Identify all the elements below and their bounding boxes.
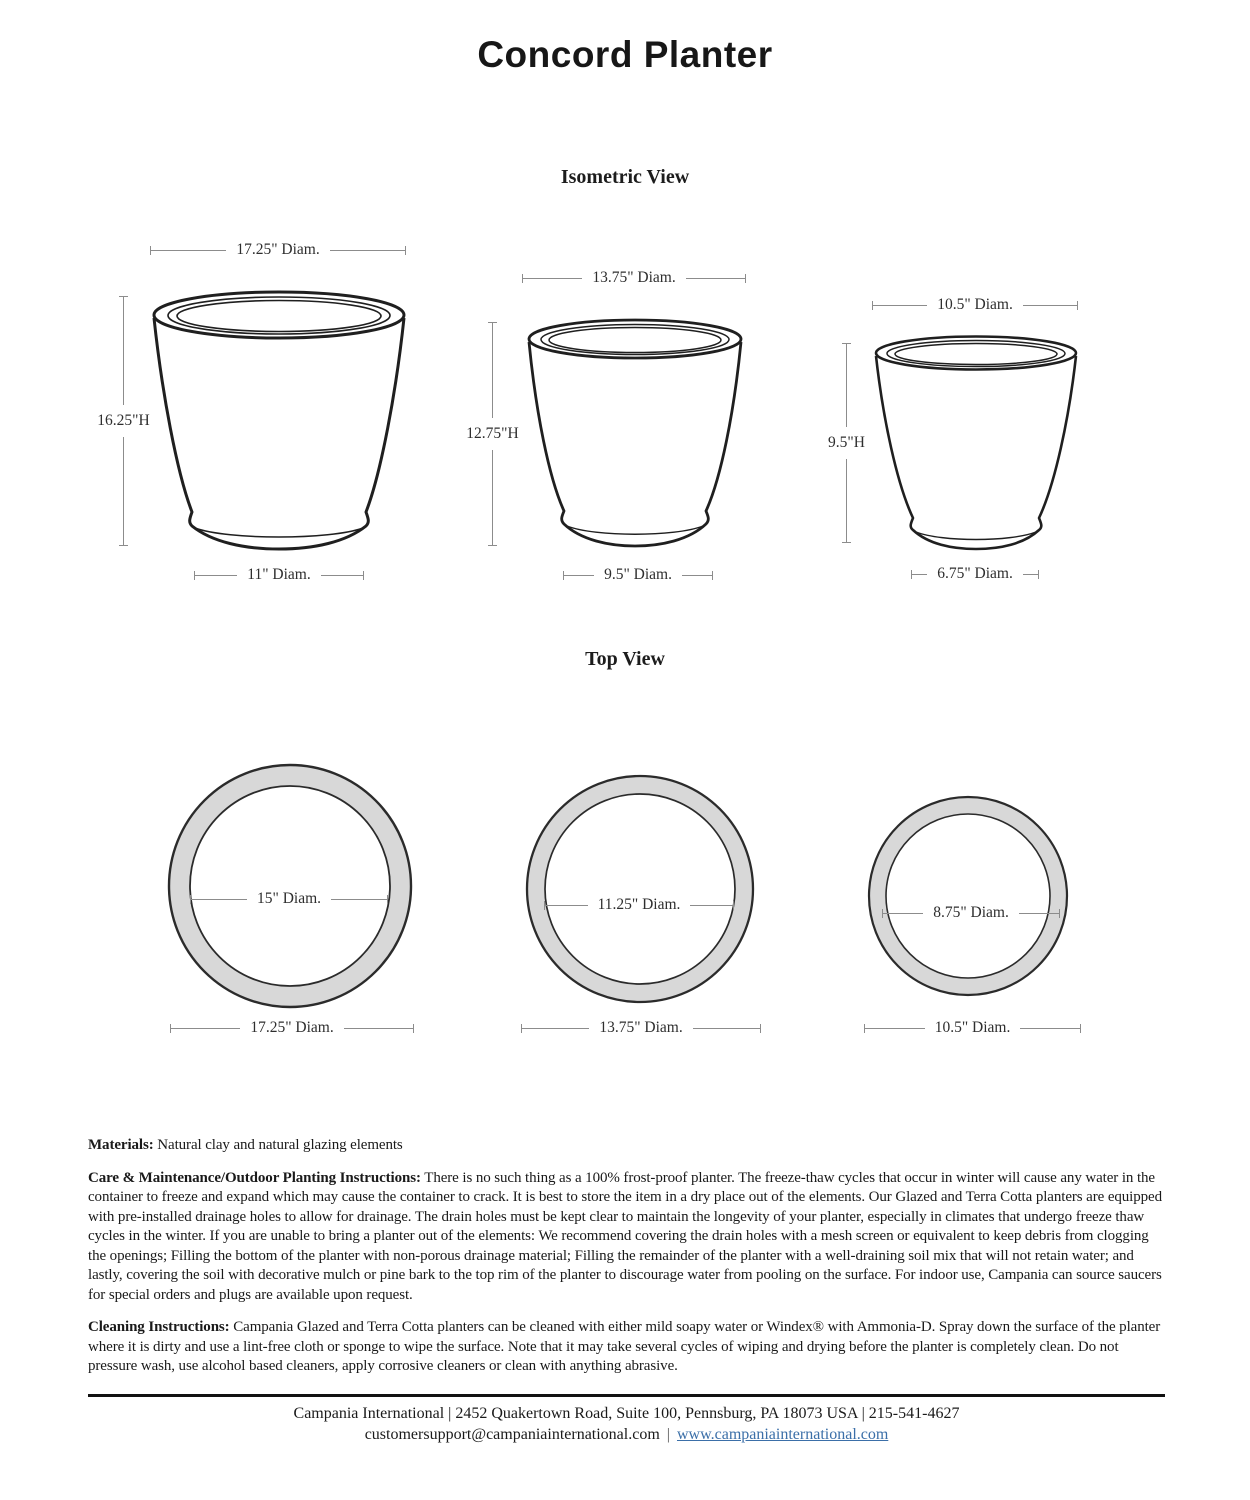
top-diameter-dimension-small <box>872 297 1078 313</box>
bottom-diameter-label: 11" Diam. <box>247 566 311 583</box>
dimension-line <box>1020 1028 1080 1029</box>
footer-links-line <box>88 1423 1165 1445</box>
care-instructions-text: There is no such thing as a 100% frost-proof planter. The freeze-thaw cycles that occur in winter will cause any water in the container to freeze and expand which may cause the container to crack. It is best to store the item in a dry place out of the elements. Our Glazed and Terra Cotta planters are equipped with pre-installed drainage holes to allow for drainage. The drain holes must be kept clear to maintain the longevity of your planter, especially in climates that undergo freeze thaw cycles in the winter. If you are unable to bring a planter out of the elements: We recommend covering the drain holes with a mesh screen or equivalent to keep debris from clogging the openings; Filling the bottom of the planter with non-porous drainage material; Filling the remainder of the planter with a well-draining soil mix that will not retain water; and lastly, covering the soil with decorative mulch or pine bark to the top rim of the planter to discourage water from pooling on the surface. For indoor use, Campania can source saucers for special orders and plugs are available upon request. <box>88 1169 1163 1303</box>
top-diameter-label: 17.25" Diam. <box>236 241 320 258</box>
planter-isometric-drawing-large <box>148 288 410 558</box>
top-view-circle-drawing-small <box>866 794 1070 998</box>
height-dimension-small <box>828 343 865 543</box>
page-title: Concord Planter <box>477 34 773 75</box>
footer-contact-line: Campania International | 2452 Quakertown Road, Suite 100, Pennsburg, PA 18073 USA | 215-541-4627 <box>293 1404 960 1422</box>
bottom-diameter-dimension-medium <box>563 567 713 583</box>
inner-diameter-label: 11.25" Diam. <box>597 896 681 913</box>
dimension-line <box>523 278 582 279</box>
bottom-diameter-label: 6.75" Diam. <box>937 565 1013 582</box>
dimension-line <box>522 1028 589 1029</box>
dimension-line <box>693 1028 760 1029</box>
materials-label: Materials: <box>88 1137 154 1153</box>
care-instructions-paragraph <box>88 1169 1165 1306</box>
footer-separator: | <box>666 1426 670 1443</box>
inner-diameter-label: 15" Diam. <box>257 890 322 907</box>
dimension-line <box>151 250 226 251</box>
outer-diameter-label: 10.5" Diam. <box>934 1019 1011 1036</box>
care-instructions-label: Care & Maintenance/Outdoor Planting Instructions: <box>88 1169 421 1186</box>
bottom-diameter-dimension-large <box>194 567 364 583</box>
dimension-line <box>686 278 745 279</box>
outer-diameter-dimension-medium <box>521 1020 761 1036</box>
footer-website-link[interactable]: www.campaniainternational.com <box>676 1426 889 1443</box>
cleaning-instructions-label: Cleaning Instructions: <box>88 1319 230 1335</box>
footer <box>88 1394 1165 1445</box>
top-view-circle-drawing-medium <box>524 773 756 1005</box>
dimension-line <box>912 574 927 575</box>
height-label: 9.5"H <box>825 427 868 459</box>
inner-diameter-dimension-small <box>882 905 1060 921</box>
dimension-line <box>1019 913 1059 914</box>
inner-diameter-label: 8.75" Diam. <box>933 904 1009 921</box>
outer-diameter-dimension-large <box>170 1020 414 1036</box>
bottom-diameter-label: 9.5" Diam. <box>604 566 672 583</box>
dimension-line <box>321 575 363 576</box>
top-view-circle-drawing-large <box>166 762 414 1010</box>
materials-paragraph <box>88 1136 1165 1156</box>
dimension-line <box>344 1028 413 1029</box>
dimension-line <box>330 250 405 251</box>
inner-diameter-dimension-medium <box>544 897 734 913</box>
top-diameter-label: 10.5" Diam. <box>937 296 1013 313</box>
planter-isometric-drawing-small <box>870 334 1082 554</box>
dimension-line <box>883 913 923 914</box>
dimension-line <box>191 899 247 900</box>
cleaning-instructions-paragraph <box>88 1318 1165 1377</box>
isometric-view-heading: Isometric View <box>560 166 690 188</box>
dimension-line <box>682 575 712 576</box>
top-diameter-label: 13.75" Diam. <box>592 269 676 286</box>
height-dimension-large <box>97 296 150 546</box>
footer-email: customersupport@campaniainternational.com <box>364 1426 660 1443</box>
dimension-line <box>1023 305 1077 306</box>
top-view-heading: Top View <box>585 648 665 670</box>
outer-diameter-label: 13.75" Diam. <box>599 1019 683 1036</box>
bottom-diameter-dimension-small <box>911 566 1039 582</box>
top-diameter-dimension-large <box>150 242 406 258</box>
dimension-line <box>873 305 927 306</box>
dimension-line <box>171 1028 240 1029</box>
dimension-line <box>1023 574 1038 575</box>
height-label: 16.25"H <box>94 405 152 437</box>
dimension-line <box>545 905 588 906</box>
dimension-line <box>690 905 733 906</box>
dimension-line <box>331 899 387 900</box>
inner-diameter-dimension-large <box>190 891 388 907</box>
dimension-line <box>195 575 237 576</box>
dimension-line <box>564 575 594 576</box>
outer-diameter-dimension-small <box>864 1020 1081 1036</box>
planter-isometric-drawing-medium <box>523 318 747 552</box>
cleaning-instructions-text: Campania Glazed and Terra Cotta planters can be cleaned with either mild soapy water or Windex® with Ammonia-D. Spray down the surface of the planter where it is dirty and use a lint-free cloth or sponge to wipe the surface. Note that it may take several cycles of wiping and drying before the planter is completely clean. Do not pressure wash, use alcohol based cleaners, apply corrosive cleaners or clean with anything abrasive. <box>88 1319 1161 1374</box>
dimension-line <box>865 1028 925 1029</box>
top-diameter-dimension-medium <box>522 270 746 286</box>
details-section <box>88 1136 1165 1445</box>
outer-diameter-label: 17.25" Diam. <box>250 1019 334 1036</box>
height-label: 12.75"H <box>463 418 521 450</box>
height-dimension-medium <box>466 322 519 546</box>
materials-text: Natural clay and natural glazing elements <box>153 1137 403 1153</box>
